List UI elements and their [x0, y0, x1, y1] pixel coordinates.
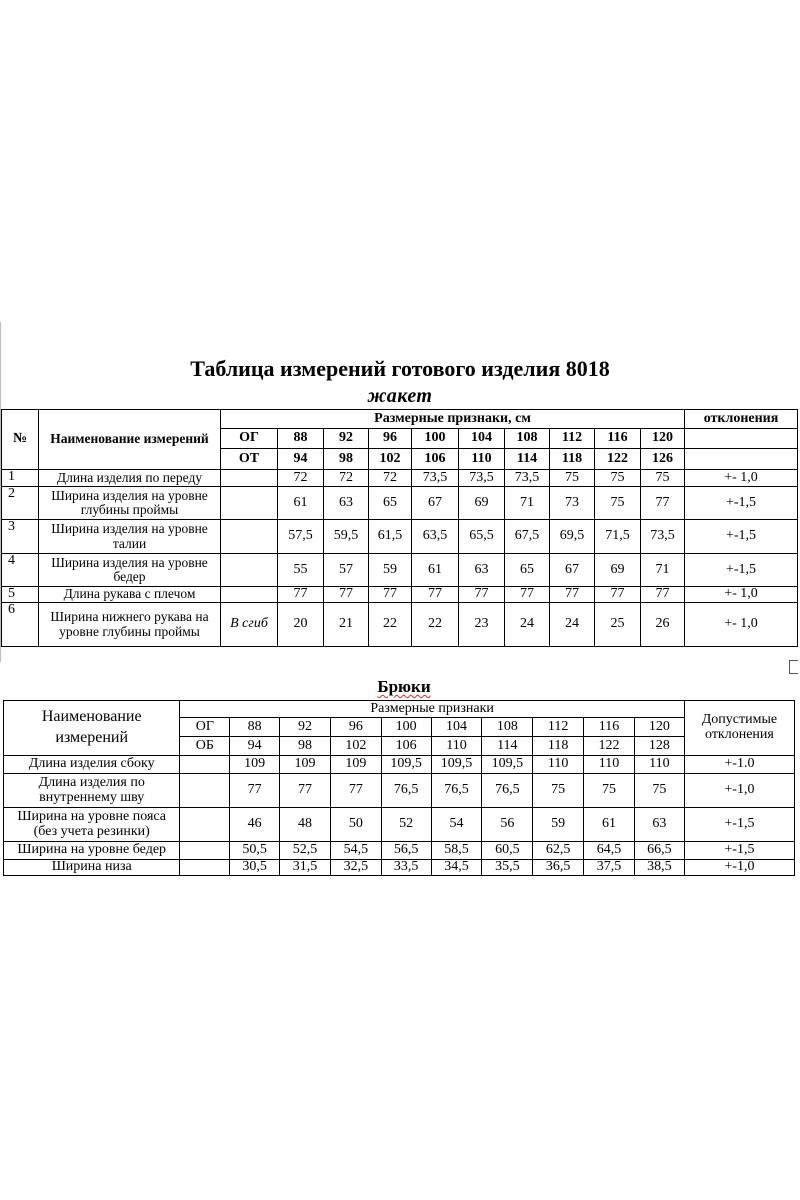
measurement-value: 77	[230, 774, 280, 808]
measurement-value: 73,5	[412, 470, 459, 487]
jacket-measurements-table	[1, 409, 798, 647]
measurement-value: 109	[280, 756, 331, 774]
pants-header-measurement-name: Наименование измерений	[4, 701, 180, 756]
jacket-header-row-1	[2, 410, 798, 429]
measurement-value: 109	[230, 756, 280, 774]
size-og-cell: 120	[641, 429, 685, 449]
measurement-value: 63,5	[412, 520, 459, 554]
size-ot-cell: 114	[505, 449, 550, 470]
og-empty-cell	[180, 842, 230, 860]
size-ob-cell: 106	[381, 737, 431, 756]
measurement-value: 69,5	[550, 520, 595, 554]
measurement-value: 77	[369, 587, 412, 603]
pants-og-label: ОГ	[180, 718, 230, 737]
size-ot-cell: 126	[641, 449, 685, 470]
row-number: 3	[2, 520, 39, 554]
measurement-value: 38,5	[634, 860, 684, 876]
ot-label: ОТ	[221, 449, 278, 470]
size-ot-cell: 94	[278, 449, 324, 470]
measurement-note	[221, 554, 278, 587]
size-og-cell: 112	[550, 429, 595, 449]
size-og-cell: 96	[330, 718, 381, 737]
row-number: 2	[2, 487, 39, 520]
measurement-value: 73,5	[459, 470, 505, 487]
tolerance-value: +-1.0	[684, 756, 794, 774]
row-number: 4	[2, 554, 39, 587]
measurement-name: Ширина изделия на уровне бедер	[39, 554, 221, 587]
pants-row	[4, 860, 795, 876]
pants-title	[4, 677, 800, 697]
measurement-value: 23	[459, 603, 505, 647]
measurement-value: 71	[641, 554, 685, 587]
size-og-cell: 92	[280, 718, 331, 737]
measurement-value: 48	[280, 808, 331, 842]
size-ob-cell: 128	[634, 737, 684, 756]
measurement-value: 33,5	[381, 860, 431, 876]
measurement-value: 75	[533, 774, 584, 808]
size-ot-cell: 102	[369, 449, 412, 470]
size-og-cell: 96	[369, 429, 412, 449]
measurement-value: 56	[482, 808, 533, 842]
measurement-value: 24	[550, 603, 595, 647]
measurement-value: 77	[550, 587, 595, 603]
measurement-value: 109,5	[381, 756, 431, 774]
measurement-value: 35,5	[482, 860, 533, 876]
og-empty-cell	[180, 774, 230, 808]
measurement-value: 63	[634, 808, 684, 842]
measurement-value: 77	[280, 774, 331, 808]
og-empty-cell	[180, 860, 230, 876]
measurement-value: 52,5	[280, 842, 331, 860]
tolerance-value: +-1,0	[684, 860, 794, 876]
measurement-value: 50,5	[230, 842, 280, 860]
measurement-value: 67	[412, 487, 459, 520]
size-og-cell: 88	[278, 429, 324, 449]
measurement-value: 75	[641, 470, 685, 487]
size-ob-cell: 114	[482, 737, 533, 756]
pants-ob-label: ОБ	[180, 737, 230, 756]
size-og-cell: 116	[584, 718, 635, 737]
measurement-value: 20	[278, 603, 324, 647]
measurement-value: 46	[230, 808, 280, 842]
measurement-value: 37,5	[584, 860, 635, 876]
header-size-group: Размерные признаки, см	[221, 410, 685, 429]
tolerance-value: +-1,5	[684, 808, 794, 842]
measurement-value: 109,5	[482, 756, 533, 774]
measurement-value: 77	[324, 587, 369, 603]
size-ot-cell: 98	[324, 449, 369, 470]
tolerance-value: +-1,5	[685, 554, 798, 587]
og-label: ОГ	[221, 429, 278, 449]
size-ob-cell: 118	[533, 737, 584, 756]
measurement-value: 34,5	[431, 860, 482, 876]
measurement-value: 61	[584, 808, 635, 842]
measurement-note	[221, 470, 278, 487]
measurement-value: 63	[324, 487, 369, 520]
pants-measurements-table	[3, 700, 795, 876]
tolerance-value: +- 1,0	[685, 603, 798, 647]
pants-row	[4, 808, 795, 842]
measurement-value: 57,5	[278, 520, 324, 554]
tolerance-value: +-1,5	[685, 520, 798, 554]
row-number: 5	[2, 587, 39, 603]
tolerance-value: +-1,5	[684, 842, 794, 860]
pants-header-size-group: Размерные признаки	[180, 701, 684, 718]
measurement-value: 72	[278, 470, 324, 487]
jacket-row	[2, 520, 798, 554]
measurement-value: 59,5	[324, 520, 369, 554]
measurement-name: Длина рукава с плечом	[39, 587, 221, 603]
pants-title-text: Брюки	[377, 677, 431, 696]
measurement-value: 73,5	[641, 520, 685, 554]
measurement-note: В сгиб	[221, 603, 278, 647]
measurement-value: 69	[595, 554, 641, 587]
measurement-value: 76,5	[482, 774, 533, 808]
measurement-value: 73	[550, 487, 595, 520]
measurement-value: 65	[505, 554, 550, 587]
measurement-value: 25	[595, 603, 641, 647]
measurement-value: 72	[369, 470, 412, 487]
measurement-note	[221, 587, 278, 603]
measurement-value: 64,5	[584, 842, 635, 860]
measurement-value: 110	[533, 756, 584, 774]
size-ob-cell: 110	[431, 737, 482, 756]
measurement-value: 65,5	[459, 520, 505, 554]
measurement-value: 75	[634, 774, 684, 808]
size-ot-cell: 106	[412, 449, 459, 470]
size-ob-cell: 94	[230, 737, 280, 756]
tolerance-value: +-1,0	[684, 774, 794, 808]
measurement-name: Ширина низа	[4, 860, 180, 876]
size-og-cell: 104	[431, 718, 482, 737]
measurement-value: 77	[595, 587, 641, 603]
og-empty-cell	[180, 808, 230, 842]
measurement-value: 71	[505, 487, 550, 520]
measurement-value: 62,5	[533, 842, 584, 860]
measurement-value: 75	[550, 470, 595, 487]
size-og-cell: 88	[230, 718, 280, 737]
measurement-value: 30,5	[230, 860, 280, 876]
measurement-value: 67,5	[505, 520, 550, 554]
size-og-cell: 116	[595, 429, 641, 449]
measurement-value: 75	[595, 487, 641, 520]
header-tolerance-empty	[685, 429, 798, 449]
measurement-name: Ширина на уровне бедер	[4, 842, 180, 860]
measurement-value: 109	[330, 756, 381, 774]
measurement-value: 32,5	[330, 860, 381, 876]
pants-row	[4, 774, 795, 808]
measurement-value: 110	[584, 756, 635, 774]
tolerance-value: +-1,5	[685, 487, 798, 520]
measurement-name: Длина изделия по внутреннему шву	[4, 774, 180, 808]
measurement-value: 31,5	[280, 860, 331, 876]
size-og-cell: 108	[505, 429, 550, 449]
size-og-cell: 104	[459, 429, 505, 449]
size-og-cell: 120	[634, 718, 684, 737]
measurement-value: 22	[412, 603, 459, 647]
measurement-value: 22	[369, 603, 412, 647]
header-tolerance-empty	[685, 449, 798, 470]
row-number: 6	[2, 603, 39, 647]
measurement-value: 56,5	[381, 842, 431, 860]
measurement-value: 77	[641, 587, 685, 603]
measurement-value: 75	[584, 774, 635, 808]
measurement-name: Ширина изделия на уровне талии	[39, 520, 221, 554]
measurement-value: 75	[595, 470, 641, 487]
measurement-note	[221, 487, 278, 520]
size-ot-cell: 122	[595, 449, 641, 470]
page-corner-mark	[789, 660, 798, 674]
size-og-cell: 112	[533, 718, 584, 737]
jacket-row	[2, 487, 798, 520]
measurement-value: 77	[459, 587, 505, 603]
document-title: Таблица измерений готового изделия 8018	[190, 356, 610, 381]
measurement-note	[221, 520, 278, 554]
measurement-value: 61	[412, 554, 459, 587]
measurement-value: 66,5	[634, 842, 684, 860]
measurement-value: 58,5	[431, 842, 482, 860]
size-ob-cell: 122	[584, 737, 635, 756]
measurement-value: 110	[634, 756, 684, 774]
jacket-row	[2, 587, 798, 603]
measurement-value: 26	[641, 603, 685, 647]
measurement-value: 77	[278, 587, 324, 603]
measurement-value: 77	[412, 587, 459, 603]
measurement-value: 50	[330, 808, 381, 842]
measurement-value: 59	[533, 808, 584, 842]
header-measurement-name: Наименование измерений	[39, 410, 221, 470]
measurement-value: 57	[324, 554, 369, 587]
pants-row	[4, 842, 795, 860]
measurement-value: 73,5	[505, 470, 550, 487]
measurement-name: Ширина на уровне пояса (без учета резинки)	[4, 808, 180, 842]
jacket-row	[2, 554, 798, 587]
measurement-value: 21	[324, 603, 369, 647]
jacket-row	[2, 470, 798, 487]
measurement-value: 24	[505, 603, 550, 647]
measurement-name: Длина изделия сбоку	[4, 756, 180, 774]
measurement-value: 52	[381, 808, 431, 842]
header-number: №	[2, 410, 39, 470]
pants-row	[4, 756, 795, 774]
measurement-value: 69	[459, 487, 505, 520]
size-ob-cell: 98	[280, 737, 331, 756]
tolerance-value: +- 1,0	[685, 587, 798, 603]
size-og-cell: 100	[412, 429, 459, 449]
pants-header-row-1	[4, 701, 795, 718]
size-og-cell: 108	[482, 718, 533, 737]
size-ob-cell: 102	[330, 737, 381, 756]
size-og-cell: 100	[381, 718, 431, 737]
size-og-cell: 92	[324, 429, 369, 449]
measurement-value: 54,5	[330, 842, 381, 860]
jacket-subtitle: жакет	[367, 385, 433, 407]
measurement-name: Ширина нижнего рукава на уровне глубины проймы	[39, 603, 221, 647]
measurement-name: Ширина изделия на уровне глубины проймы	[39, 487, 221, 520]
measurement-value: 63	[459, 554, 505, 587]
measurement-value: 109,5	[431, 756, 482, 774]
measurement-value: 65	[369, 487, 412, 520]
header-tolerance: отклонения	[685, 410, 798, 429]
measurement-value: 77	[505, 587, 550, 603]
measurement-value: 72	[324, 470, 369, 487]
measurement-value: 77	[641, 487, 685, 520]
measurement-value: 59	[369, 554, 412, 587]
measurement-name: Длина изделия по переду	[39, 470, 221, 487]
measurement-value: 76,5	[381, 774, 431, 808]
measurement-value: 55	[278, 554, 324, 587]
measurement-value: 61	[278, 487, 324, 520]
measurement-value: 54	[431, 808, 482, 842]
jacket-row	[2, 603, 798, 647]
og-empty-cell	[180, 756, 230, 774]
measurement-value: 36,5	[533, 860, 584, 876]
measurement-value: 67	[550, 554, 595, 587]
measurement-value: 71,5	[595, 520, 641, 554]
measurement-value: 60,5	[482, 842, 533, 860]
measurement-value: 61,5	[369, 520, 412, 554]
row-number: 1	[2, 470, 39, 487]
tolerance-value: +- 1,0	[685, 470, 798, 487]
measurement-value: 76,5	[431, 774, 482, 808]
measurement-value: 77	[330, 774, 381, 808]
pants-header-tolerance: Допустимые отклонения	[684, 701, 794, 756]
size-ot-cell: 118	[550, 449, 595, 470]
size-ot-cell: 110	[459, 449, 505, 470]
